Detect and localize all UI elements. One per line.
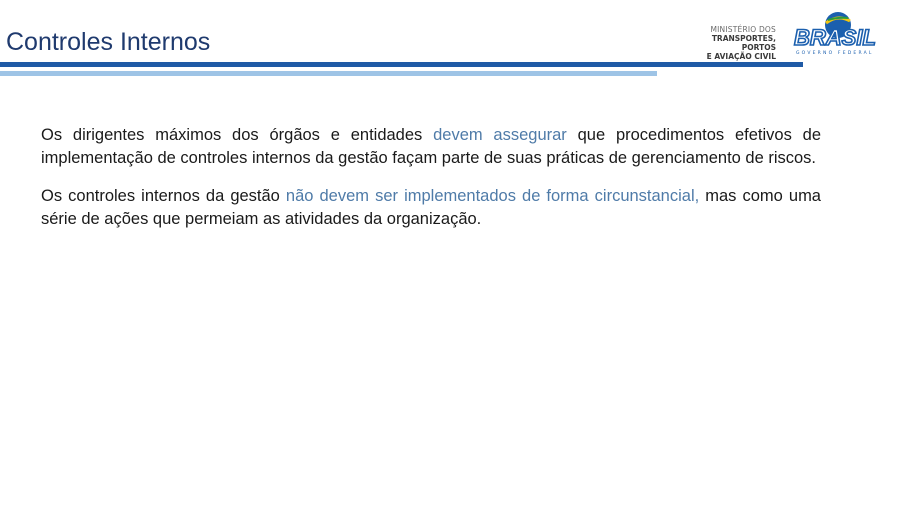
paragraph-2: Os controles internos da gestão não devem ser implementados de forma circunstancial, mas como uma série de ações que permeiam as atividades da organização. bbox=[41, 187, 821, 228]
brasil-logo-icon bbox=[790, 8, 894, 56]
page-title: Controles Internos bbox=[6, 28, 211, 56]
brasil-logo-text: BRASIL bbox=[794, 25, 876, 50]
paragraph-1: Os dirigentes máximos dos órgãos e entidades devem assegurar que procedimentos efetivos de implementação de controles internos da gestão façam parte de suas práticas de gerenciamento de riscos. bbox=[41, 126, 822, 167]
header-bar-dark bbox=[0, 62, 803, 67]
highlight-text: devem assegurar bbox=[433, 126, 567, 144]
ministry-line-2: TRANSPORTES, PORTOS bbox=[711, 34, 776, 52]
ministry-line-3: E AVIAÇÃO CIVIL bbox=[706, 52, 776, 61]
main-content bbox=[41, 124, 821, 246]
highlight-text: não devem ser implementados de forma circunstancial, bbox=[285, 187, 700, 205]
ministry-line-1: MINISTÉRIO DOS bbox=[710, 25, 776, 34]
brasil-logo-subtext: GOVERNO FEDERAL bbox=[796, 51, 874, 56]
header-bar-light bbox=[0, 71, 657, 76]
ministry-logo bbox=[676, 25, 776, 61]
